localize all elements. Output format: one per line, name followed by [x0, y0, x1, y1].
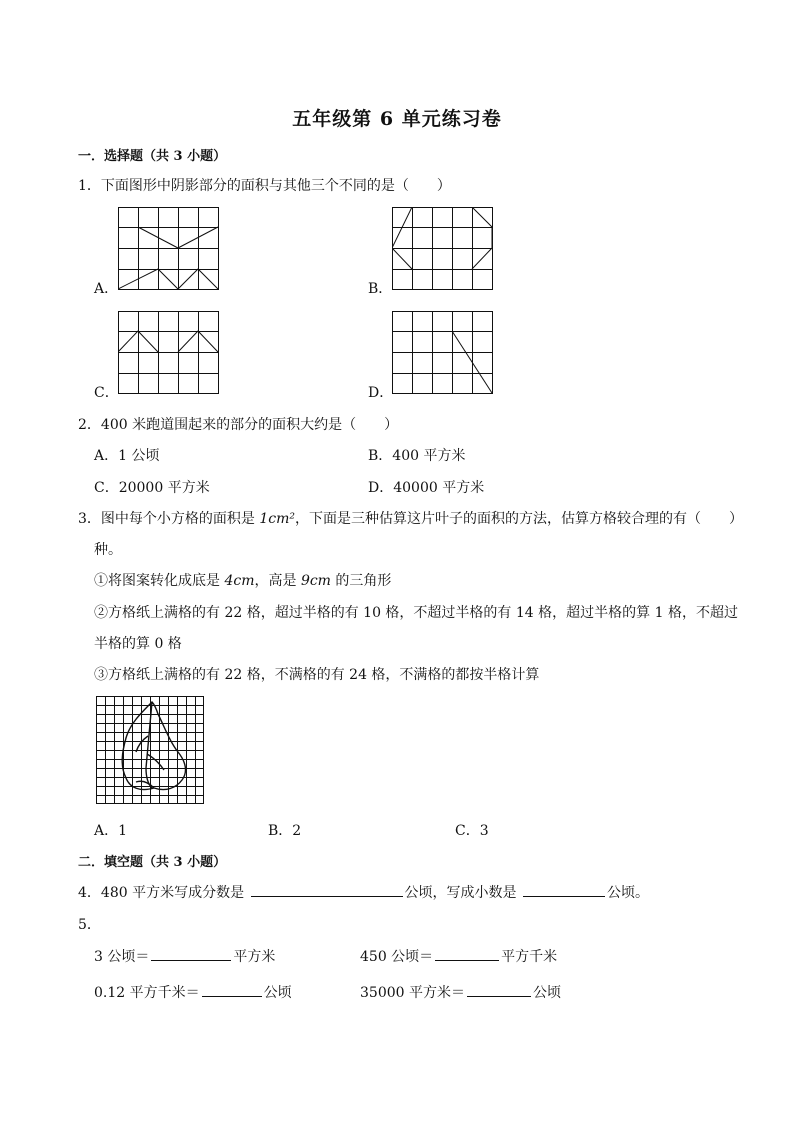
q1-figure-a — [118, 207, 219, 290]
q2-option-a[interactable]: A．1 公顷 — [94, 448, 160, 464]
q5-blank-4[interactable] — [467, 982, 531, 997]
question-3-text-end: 种。 — [94, 542, 122, 558]
q5-row1-item2: 450 公顷＝ 平方千米 — [360, 946, 557, 966]
q4-fraction-blank[interactable] — [251, 882, 403, 897]
q5-row2-item1: 0.12 平方千米＝ 公顷 — [94, 982, 292, 1002]
q1-figure-c — [118, 311, 219, 394]
question-5-number: 5． — [78, 917, 101, 933]
q1-option-b-label[interactable]: B． — [368, 281, 393, 297]
leaf-grid-figure — [96, 696, 205, 804]
q3-option-b[interactable]: B．2 — [268, 823, 302, 839]
section-fill-heading: 二．填空题（共 3 小题） — [78, 855, 227, 870]
q3-option-a[interactable]: A．1 — [94, 823, 128, 839]
q3-method-1: ①将图案转化成底是 4cm，高是 9cm 的三角形 — [94, 573, 392, 589]
q3-method-3: ③方格纸上满格的有 22 格，不满格的有 24 格，不满格的都按半格计算 — [94, 667, 540, 683]
q2-option-c[interactable]: C．20000 平方米 — [94, 480, 210, 496]
q3-method-2-line-1: ②方格纸上满格的有 22 格，超过半格的有 10 格，不超过半格的有 14 格，超过半格的算 1 格，不超过 — [94, 605, 738, 621]
q5-row2-item2: 35000 平方米＝ 公顷 — [360, 982, 561, 1002]
page-title: 五年级第 6 单元练习卷 — [292, 108, 502, 130]
question-2-text: 2．400 米跑道围起来的部分的面积大约是（ ） — [78, 417, 399, 433]
q5-row1-item1: 3 公顷＝ 平方米 — [94, 946, 275, 966]
q5-blank-2[interactable] — [435, 946, 499, 961]
q5-blank-3[interactable] — [202, 982, 262, 997]
q2-option-b[interactable]: B．400 平方米 — [368, 448, 466, 464]
q5-blank-1[interactable] — [151, 946, 231, 961]
unit-square-cm: 1cm² — [259, 511, 295, 527]
question-3-text: 3．图中每个小方格的面积是 1cm²，下面是三种估算这片叶子的面积的方法，估算方格较合理的有（ ） — [78, 511, 743, 527]
q3-method-2-line-2: 半格的算 0 格 — [94, 636, 182, 652]
question-4: 4．480 平方米写成分数是 公顷，写成小数是 公顷。 — [78, 882, 649, 902]
q1-option-a-label[interactable]: A． — [94, 281, 119, 297]
section-choice-heading: 一．选择题（共 3 小题） — [78, 149, 227, 164]
question-1-text: 1．下面图形中阴影部分的面积与其他三个不同的是（ ） — [78, 178, 451, 194]
q1-option-d-label[interactable]: D． — [368, 385, 394, 401]
q1-figure-d — [392, 311, 493, 394]
q1-figure-b — [392, 207, 493, 290]
q1-option-c-label[interactable]: C． — [94, 385, 119, 401]
q4-decimal-blank[interactable] — [523, 882, 605, 897]
q3-option-c[interactable]: C．3 — [455, 823, 489, 839]
q2-option-d[interactable]: D．40000 平方米 — [368, 480, 485, 496]
